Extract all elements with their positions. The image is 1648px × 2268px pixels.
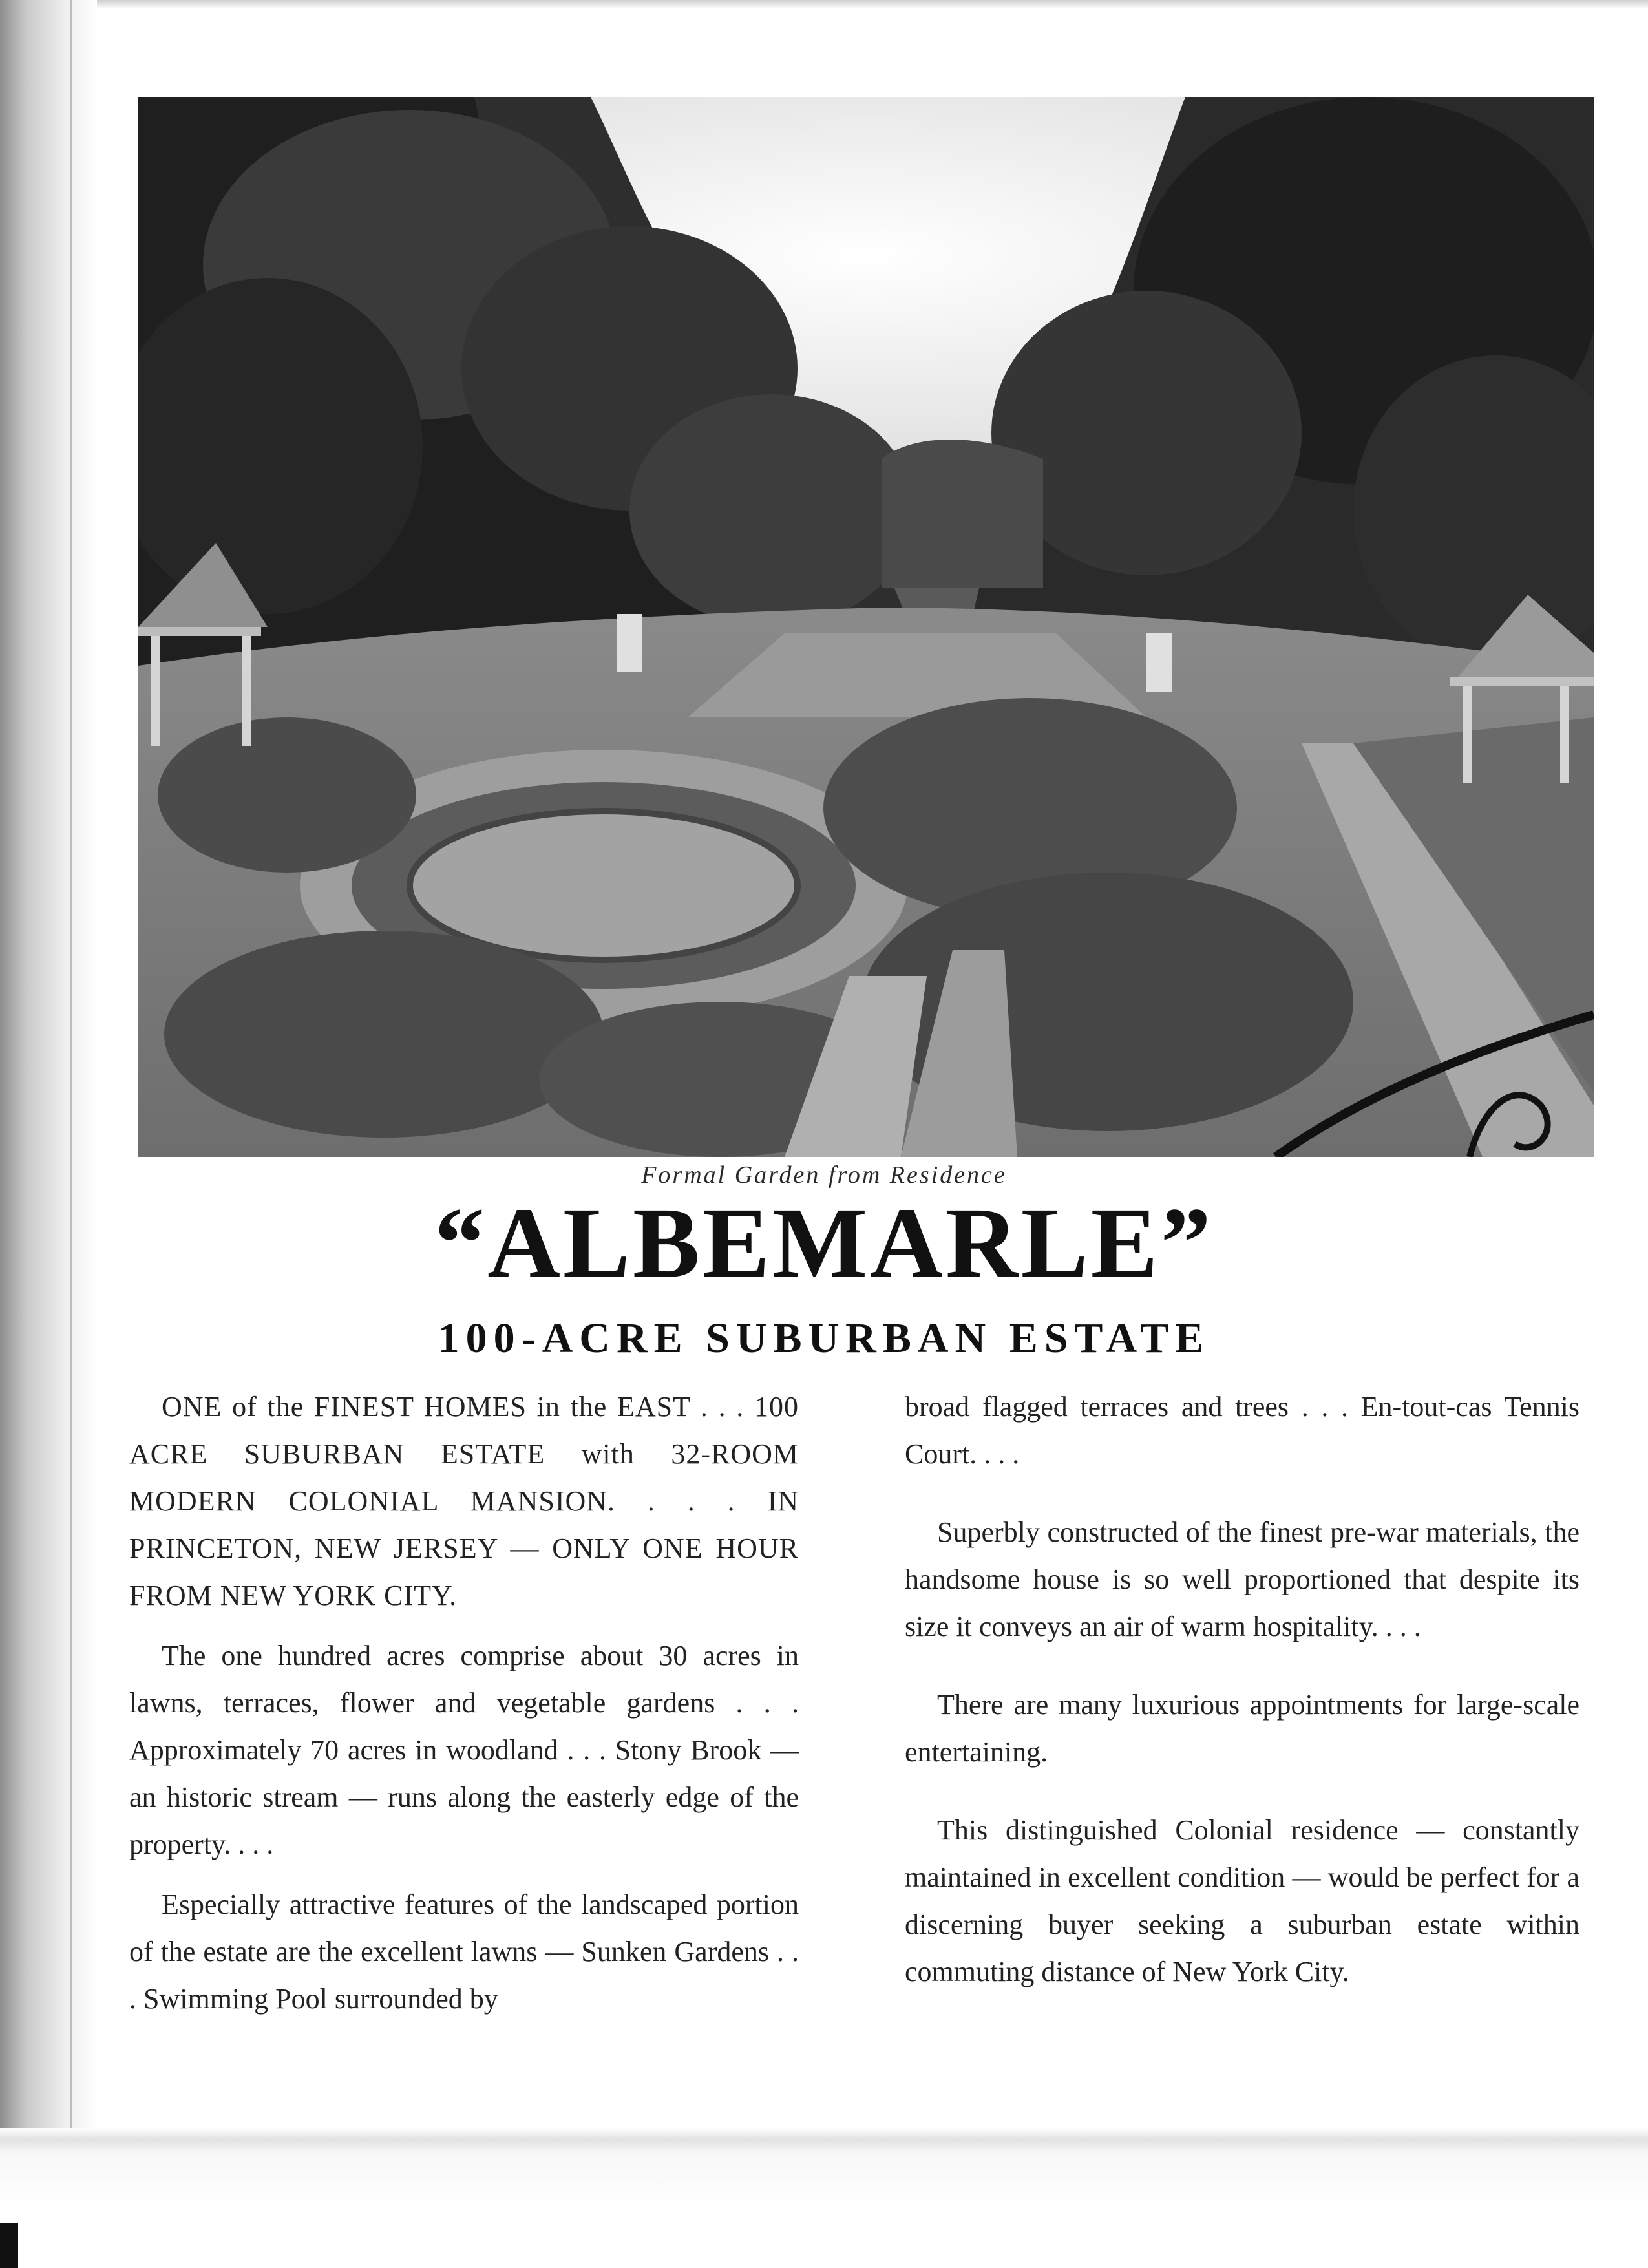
features-paragraph: Especially attractive features of the landscaped portion of the estate are the excellent lawns — Sunken Gardens . . . Swimming Pool surrounded by: [129, 1889, 799, 2015]
intro-paragraph: ONE of the FINEST HOMES in the EAST . . . 100 ACRE SUBURBAN ESTATE with 32-ROOM MODERN COLONIAL MANSION. . . . IN PRINCETON, NEW JERSEY — ONLY ONE HOUR FROM NEW YORK CITY.: [129, 1391, 799, 1611]
page-top-shadow: [0, 0, 1648, 9]
estate-title: “ALBEMARLE”: [434, 1187, 1214, 1298]
scan-corner: [0, 2223, 18, 2268]
estate-subtitle: 100-ACRE SUBURBAN ESTATE: [438, 1315, 1210, 1362]
page-bottom-edge: [0, 2128, 1648, 2268]
acreage-paragraph: The one hundred acres comprise about 30 acres in lawns, terraces, flower and vegetable gardens . . . Approximately 70 acres in woodland . . . Stony Brook — an historic stream — runs along the easterly edge of the property. . . .: [129, 1640, 799, 1860]
left-column: [129, 1383, 799, 2022]
page-binding-shadow: [0, 0, 97, 2268]
construction-paragraph: Superbly constructed of the finest pre-war materials, the handsome house is so well proportioned that despite its size it conveys an air of warm hospitality. . . .: [905, 1516, 1579, 1642]
right-column: [905, 1383, 1579, 1995]
features-continued-paragraph: broad flagged terraces and trees . . . En-tout-cas Tennis Court. . . .: [905, 1391, 1579, 1470]
closing-paragraph: This distinguished Colonial residence — constantly maintained in excellent condition — would be perfect for a discerning buyer seeking a suburban estate within commuting distance of New York City.: [905, 1814, 1579, 1987]
garden-photograph: [138, 97, 1594, 1157]
entertaining-paragraph: There are many luxurious appointments for large-scale entertaining.: [905, 1689, 1579, 1768]
photo-caption: Formal Garden from Residence: [641, 1161, 1007, 1189]
page-gutter-line: [70, 0, 72, 2133]
